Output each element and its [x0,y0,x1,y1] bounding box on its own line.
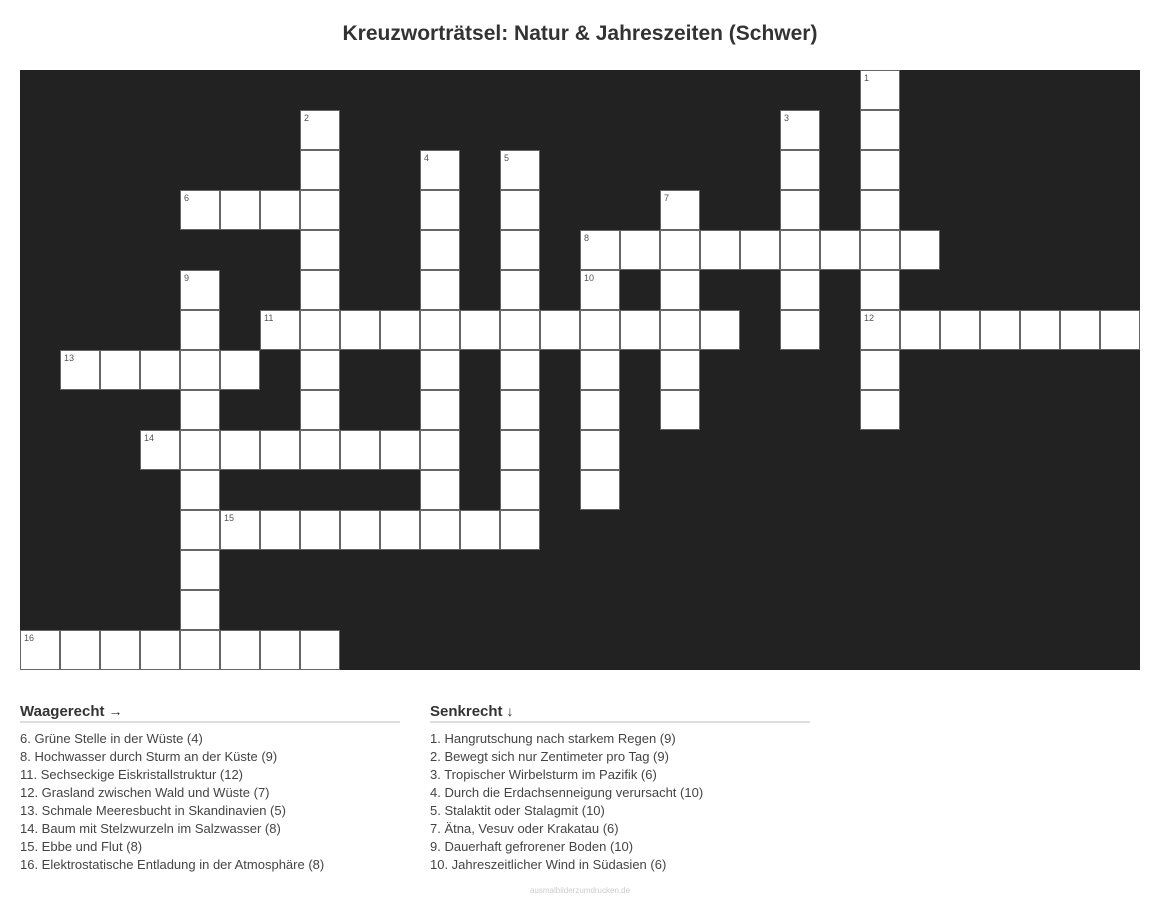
crossword-cell[interactable] [220,630,260,670]
clue-number: 12 [864,313,875,323]
clue-item: 11. Sechseckige Eiskristallstruktur (12) [20,767,244,782]
crossword-cell[interactable] [380,430,420,470]
crossword-cell[interactable] [580,470,620,510]
crossword-cell[interactable] [780,150,820,190]
crossword-cell[interactable] [340,310,380,350]
crossword-cell[interactable] [580,270,620,310]
crossword-cell[interactable] [580,390,620,430]
clues-across-section [20,702,400,874]
crossword-cell[interactable] [180,630,220,670]
clue-item: 15. Ebbe und Flut (8) [20,839,143,854]
crossword-cell[interactable] [220,190,260,230]
crossword-cell[interactable] [60,350,100,390]
clue-number: 9 [184,273,190,283]
crossword-cell[interactable] [420,190,460,230]
crossword-cell[interactable] [180,350,220,390]
clue-item: 16. Elektrostatische Entladung in der Atmosphäre (8) [20,857,325,872]
crossword-cell[interactable] [180,470,220,510]
clue-number: 2 [304,113,310,123]
crossword-grid [20,70,1140,670]
crossword-cell[interactable] [660,350,700,390]
clue-item: 13. Schmale Meeresbucht in Skandinavien (5) [20,803,286,818]
crossword-cell[interactable] [420,430,460,470]
clues-down-section [430,702,810,874]
clue-item: 6. Grüne Stelle in der Wüste (4) [20,731,203,746]
crossword-cell[interactable] [860,190,900,230]
clues-across-list [20,730,400,874]
crossword-cell[interactable] [780,270,820,310]
crossword-cell[interactable] [860,110,900,150]
crossword-cell[interactable] [500,430,540,470]
crossword-cell[interactable] [260,630,300,670]
clue-item: 8. Hochwasser durch Sturm an der Küste (9) [20,749,278,764]
crossword-cell[interactable] [1020,310,1060,350]
crossword-cell[interactable] [100,630,140,670]
clues-down-list [430,730,810,874]
crossword-cell[interactable] [860,390,900,430]
crossword-cell[interactable] [420,350,460,390]
clues-down-heading [430,702,810,723]
crossword-cell[interactable] [300,150,340,190]
crossword-cell[interactable] [660,310,700,350]
crossword-cell[interactable] [500,150,540,190]
crossword-cell[interactable] [420,230,460,270]
clue-item: 7. Ätna, Vesuv oder Krakatau (6) [430,821,619,836]
crossword-cell[interactable] [420,390,460,430]
crossword-cell[interactable] [620,310,660,350]
crossword-cell[interactable] [300,270,340,310]
crossword-cell[interactable] [140,630,180,670]
clue-number: 1 [864,73,870,83]
crossword-cell[interactable] [260,310,300,350]
crossword-cell[interactable] [820,230,860,270]
crossword-cell[interactable] [780,310,820,350]
crossword-cell[interactable] [420,270,460,310]
crossword-cell[interactable] [500,230,540,270]
crossword-cell[interactable] [860,150,900,190]
clue-number: 8 [584,233,590,243]
crossword-cell[interactable] [140,430,180,470]
crossword-cell[interactable] [300,630,340,670]
crossword-cell[interactable] [380,310,420,350]
clue-number: 11 [264,313,274,323]
crossword-cell[interactable] [660,390,700,430]
crossword-cell[interactable] [380,510,420,550]
crossword-cell[interactable] [460,310,500,350]
crossword-cell[interactable] [300,350,340,390]
crossword-cell[interactable] [260,430,300,470]
crossword-cell[interactable] [180,390,220,430]
crossword-cell[interactable] [180,550,220,590]
crossword-cell[interactable] [420,150,460,190]
clues-down-heading-label: Senkrecht [430,703,503,720]
clue-item: 5. Stalaktit oder Stalagmit (10) [430,803,605,818]
clue-item: 9. Dauerhaft gefrorener Boden (10) [430,839,634,854]
crossword-cell[interactable] [860,350,900,390]
clue-item: 12. Grasland zwischen Wald und Wüste (7) [20,785,270,800]
crossword-cell[interactable] [860,310,900,350]
crossword-cell[interactable] [700,230,740,270]
crossword-cell[interactable] [740,230,780,270]
crossword-cell[interactable] [900,310,940,350]
clue-number: 3 [784,113,790,123]
arrow-right-icon: → [108,703,123,719]
crossword-cell[interactable] [220,350,260,390]
crossword-cell[interactable] [500,270,540,310]
crossword-cell[interactable] [300,110,340,150]
clues-across-heading-label: Waagerecht [20,703,105,720]
crossword-cell[interactable] [860,270,900,310]
crossword-cell[interactable] [780,190,820,230]
crossword-cell[interactable] [500,470,540,510]
crossword-cell[interactable] [300,430,340,470]
clue-number: 4 [424,153,430,163]
crossword-cell[interactable] [500,310,540,350]
crossword-cell[interactable] [260,190,300,230]
clues-across-heading [20,702,400,723]
clue-number: 10 [584,273,595,283]
clue-item: 10. Jahreszeitlicher Wind in Südasien (6) [430,857,667,872]
clue-number: 14 [144,433,155,443]
crossword-cell[interactable] [260,510,300,550]
crossword-cell[interactable] [620,230,660,270]
crossword-cell[interactable] [980,310,1020,350]
crossword-cell[interactable] [580,430,620,470]
clue-item: 3. Tropischer Wirbelsturm im Pazifik (6) [430,767,657,782]
crossword-cell[interactable] [60,630,100,670]
crossword-cell[interactable] [1100,310,1140,350]
crossword-cell[interactable] [300,310,340,350]
clue-number: 13 [64,353,75,363]
crossword-cell[interactable] [780,230,820,270]
crossword-cell[interactable] [500,190,540,230]
footer-credit: ausmalbilderzumdrucken.de [529,886,631,895]
crossword-cell[interactable] [300,230,340,270]
crossword-cell[interactable] [300,510,340,550]
crossword-cell[interactable] [580,230,620,270]
crossword-cell[interactable] [780,110,820,150]
crossword-cell[interactable] [900,230,940,270]
crossword-cell[interactable] [180,270,220,310]
crossword-cell[interactable] [140,350,180,390]
clue-item: 2. Bewegt sich nur Zentimeter pro Tag (9) [430,749,669,764]
crossword-cell[interactable] [580,310,620,350]
crossword-cell[interactable] [180,310,220,350]
crossword-cell[interactable] [660,270,700,310]
crossword-cell[interactable] [660,230,700,270]
crossword-cell[interactable] [500,390,540,430]
clue-number: 15 [224,513,235,523]
crossword-cell[interactable] [180,430,220,470]
crossword-cell[interactable] [700,310,740,350]
crossword-cell[interactable] [220,510,260,550]
crossword-cell[interactable] [180,590,220,630]
crossword-cell[interactable] [500,350,540,390]
crossword-cell[interactable] [100,350,140,390]
clue-item: 14. Baum mit Stelzwurzeln im Salzwasser (8) [20,821,281,836]
crossword-cell[interactable] [940,310,980,350]
clue-number: 6 [184,193,190,203]
crossword-cell[interactable] [300,190,340,230]
crossword-cell[interactable] [500,510,540,550]
crossword-cell[interactable] [1060,310,1100,350]
crossword-cell[interactable] [20,630,60,670]
clue-number: 7 [664,193,670,203]
arrow-down-icon: ↓ [506,703,514,719]
crossword-cell[interactable] [420,470,460,510]
crossword-cell[interactable] [340,430,380,470]
crossword-cell[interactable] [420,310,460,350]
crossword-cell[interactable] [300,390,340,430]
clue-number: 5 [504,153,510,163]
crossword-cell[interactable] [180,190,220,230]
crossword-cell[interactable] [340,510,380,550]
clue-number: 16 [24,633,35,643]
crossword-cell[interactable] [860,230,900,270]
crossword-cell[interactable] [220,430,260,470]
crossword-cell[interactable] [540,310,580,350]
clue-item: 1. Hangrutschung nach starkem Regen (9) [430,731,676,746]
crossword-cell[interactable] [660,190,700,230]
crossword-cell[interactable] [420,510,460,550]
crossword-cell[interactable] [180,510,220,550]
crossword-cell[interactable] [580,350,620,390]
clue-item: 4. Durch die Erdachsenneigung verursacht (10) [430,785,704,800]
page-title: Kreuzworträtsel: Natur & Jahreszeiten (Schwer) [342,22,818,45]
crossword-cell[interactable] [860,70,900,110]
crossword-cell[interactable] [460,510,500,550]
